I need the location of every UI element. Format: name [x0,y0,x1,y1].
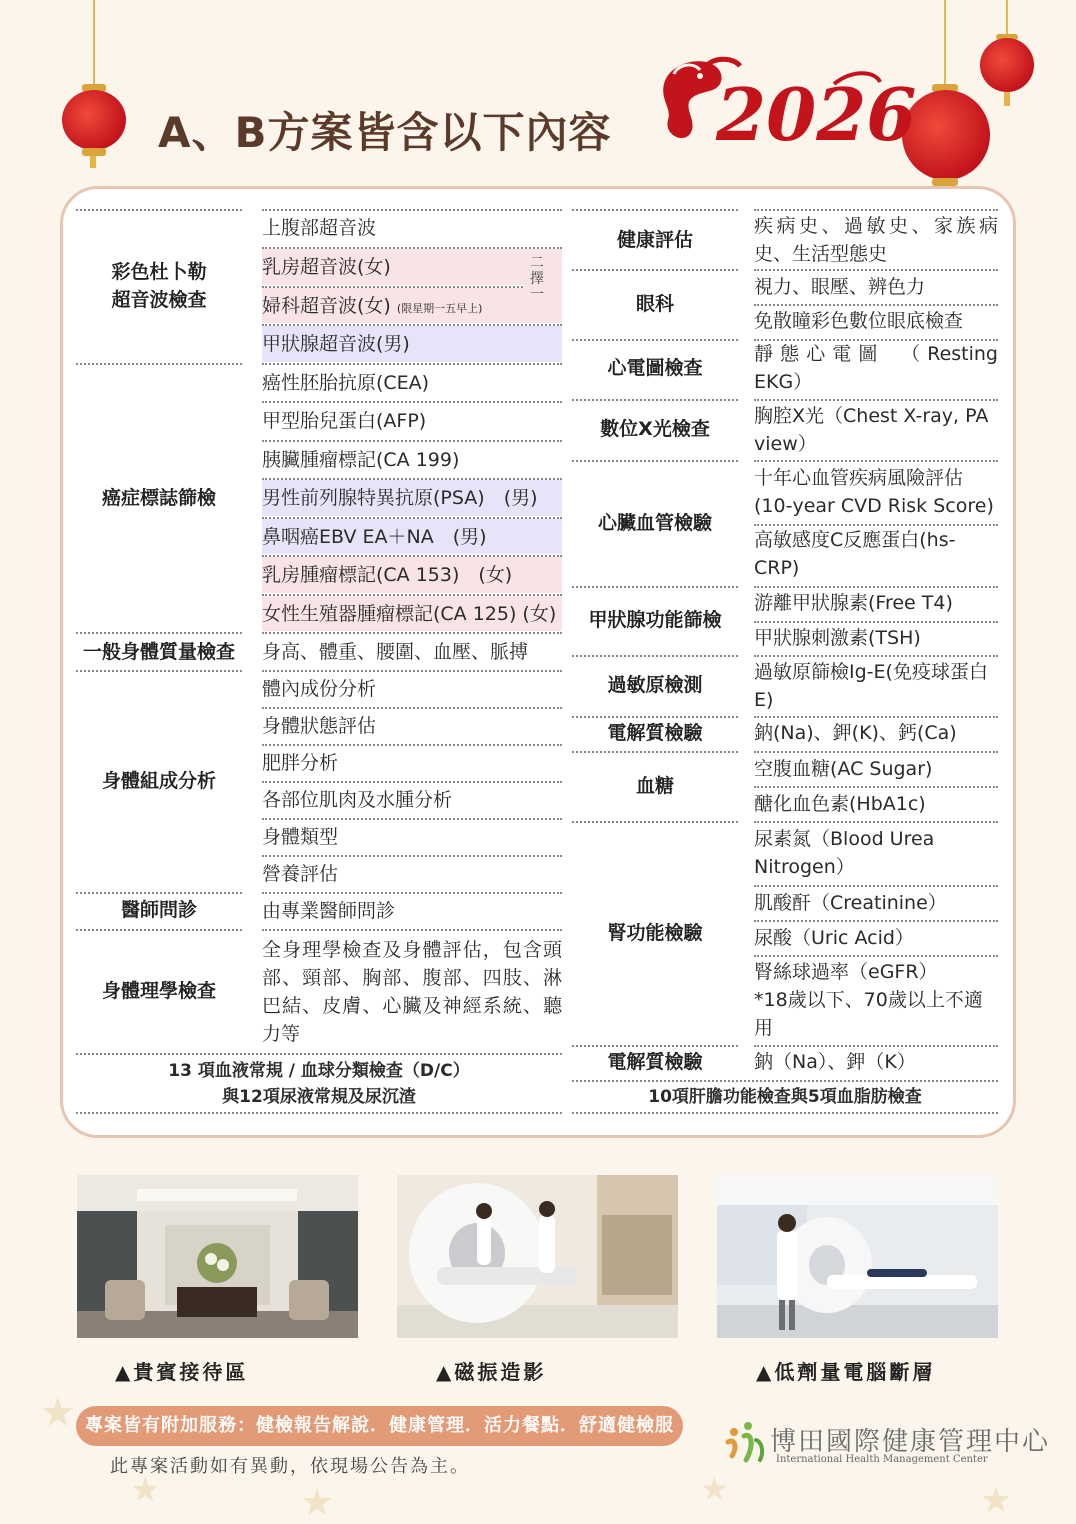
lantern-cap [82,148,106,156]
lantern-tassel [90,156,96,168]
service-banner: 專案皆有附加服務：健檢報告解說．健康管理．活力餐點．舒適健檢服 [76,1406,683,1446]
list-item: 胸腔X光（Chest X-ray, PA view） [754,405,989,455]
list-item: 由專業醫師問診 [262,900,396,922]
logo-name: 博田國際健康管理中心 [770,1427,1051,1457]
list-item: 過敏原篩檢Ig-E(免疫球蛋白E) [754,661,988,711]
year-text: 2026 [716,72,917,157]
lantern-string [1006,0,1008,38]
category-thyroid: 甲狀腺功能篩檢 [588,609,722,631]
caption-mri: ▲磁振造影 [436,1360,547,1384]
list-item: 醣化血色素(HbA1c) [754,793,926,815]
lantern-icon [980,38,1034,92]
logo-subtitle: International Health Management Center [776,1454,988,1465]
category-electrolyte: 電解質檢驗 [607,722,703,744]
list-item: 鈉(Na)、鉀(K)、鈣(Ca) [754,722,957,744]
list-item: 靜態心電圖 （Resting EKG） [754,343,998,393]
choose-one-label: 二擇一 [530,255,544,303]
category-allergy: 過敏原檢測 [607,674,703,696]
list-item: 空腹血糖(AC Sugar) [754,758,933,780]
list-item: 體內成份分析 [262,678,377,700]
list-item: 身高、體重、腰圍、血壓、脈搏 [262,641,529,663]
list-item: 免散瞳彩色數位眼底檢查 [754,310,964,332]
left-bottom-summary: 13 項血液常規 / 血球分類檢查（D/C） 與12項尿液常規及尿沉渣 [168,1061,470,1107]
list-item: 甲型胎兒蛋白(AFP) [262,410,427,432]
list-item: 甲狀腺超音波(男) [262,326,562,362]
list-item: 全身理學檢查及身體評估，包含頭部、頸部、胸部、腹部、四肢、淋巴結、皮膚、心臟及神經系統、聽力等 [262,939,562,1045]
star-icon: ★ [700,1470,729,1508]
list-item: 肥胖分析 [262,752,339,774]
list-item [262,288,524,323]
list-item: 各部位肌肉及水腫分析 [262,789,453,811]
category-ophthalmology: 眼科 [635,293,674,315]
notice-text: 此專案活動如有異動，依現場公告為主。 [110,1456,470,1477]
list-item: 肌酸酐（Creatinine） [754,892,947,914]
photo-vip-lounge [77,1175,358,1338]
star-icon: ★ [300,1480,335,1524]
list-item: 鈉（Na）、鉀（K） [754,1051,916,1073]
category-health-assessment: 健康評估 [616,229,693,251]
list-item: 尿素氮（Blood Urea Nitrogen） [754,828,935,878]
category-ecg: 心電圖檢查 [607,357,703,379]
schedule-note: (限星期一五早上) [396,302,483,315]
page-title: A、B方案皆含以下內容 [158,108,612,157]
category-ultrasound: 彩色杜卜勒 超音波檢查 [111,261,207,311]
lantern-icon [62,90,126,150]
category-body-quality: 一般身體質量檢查 [82,641,235,663]
star-icon: ★ [980,1480,1013,1521]
list-item: 乳房腫瘤標記(CA 153) (女) [262,557,562,593]
list-item: 癌性胚胎抗原(CEA) [262,372,430,394]
caption-vip-lounge: ▲貴賓接待區 [115,1360,249,1384]
list-item: 甲狀腺刺激素(TSH) [754,627,921,649]
lantern-tassel [1004,92,1010,106]
list-item: 十年心血管疾病風險評估(10-year CVD Risk Score) [754,467,994,517]
list-item: 上腹部超音波 [262,217,377,239]
category-cardiovascular: 心臟血管檢驗 [597,512,712,534]
list-item: 身體狀態評估 [262,715,377,737]
category-doctor-consultation: 醫師問診 [120,899,197,921]
category-kidney: 腎功能檢驗 [607,922,703,944]
category-xray: 數位X光檢查 [600,418,710,440]
hospital-logo-icon [724,1420,770,1464]
list-item: 尿酸（Uric Acid） [754,927,914,949]
category-body-composition: 身體組成分析 [101,770,216,792]
list-item: 視力、眼壓、辨色力 [754,276,926,298]
photo-ldct [717,1175,998,1338]
category-electrolyte-2: 電解質檢驗 [607,1051,703,1073]
category-blood-sugar: 血糖 [635,775,674,797]
list-item: 腎絲球過率（eGFR） *18歲以下、70歲以上不適用 [754,961,983,1039]
list-item: 營養評估 [262,863,339,885]
right-bottom-summary: 10項肝膽功能檢查與5項血脂肪檢查 [648,1087,922,1107]
star-icon: ★ [130,1470,161,1510]
lantern-string [93,0,95,88]
list-item: 鼻咽癌EBV EA＋NA (男) [262,519,562,554]
category-physical-exam: 身體理學檢查 [101,980,216,1002]
horse-year-logo [654,54,917,157]
list-item: 游離甲狀腺素(Free T4) [754,592,953,614]
list-item: 胰臟腫瘤標記(CA 199) [262,449,460,471]
photo-mri [397,1175,678,1338]
list-item: 身體類型 [262,826,339,848]
category-cancer-markers: 癌症標誌篩檢 [101,487,216,509]
list-item: 女性生殖器腫瘤標記(CA 125) (女) [262,596,562,631]
list-item: 疾病史、過敏史、家族病史、生活型態史 [754,215,998,265]
lantern-string [944,0,946,88]
lantern-cap [932,178,958,186]
gynecology-ultrasound: 婦科超音波(女) [262,295,391,317]
list-item: 乳房超音波(女) [262,249,524,285]
list-item: 高敏感度C反應蛋白(hs-CRP) [754,529,956,579]
caption-ldct: ▲低劑量電腦斷層 [756,1360,936,1384]
list-item: 男性前列腺特異抗原(PSA) (男) [262,480,562,516]
star-icon: ★ [40,1390,76,1436]
